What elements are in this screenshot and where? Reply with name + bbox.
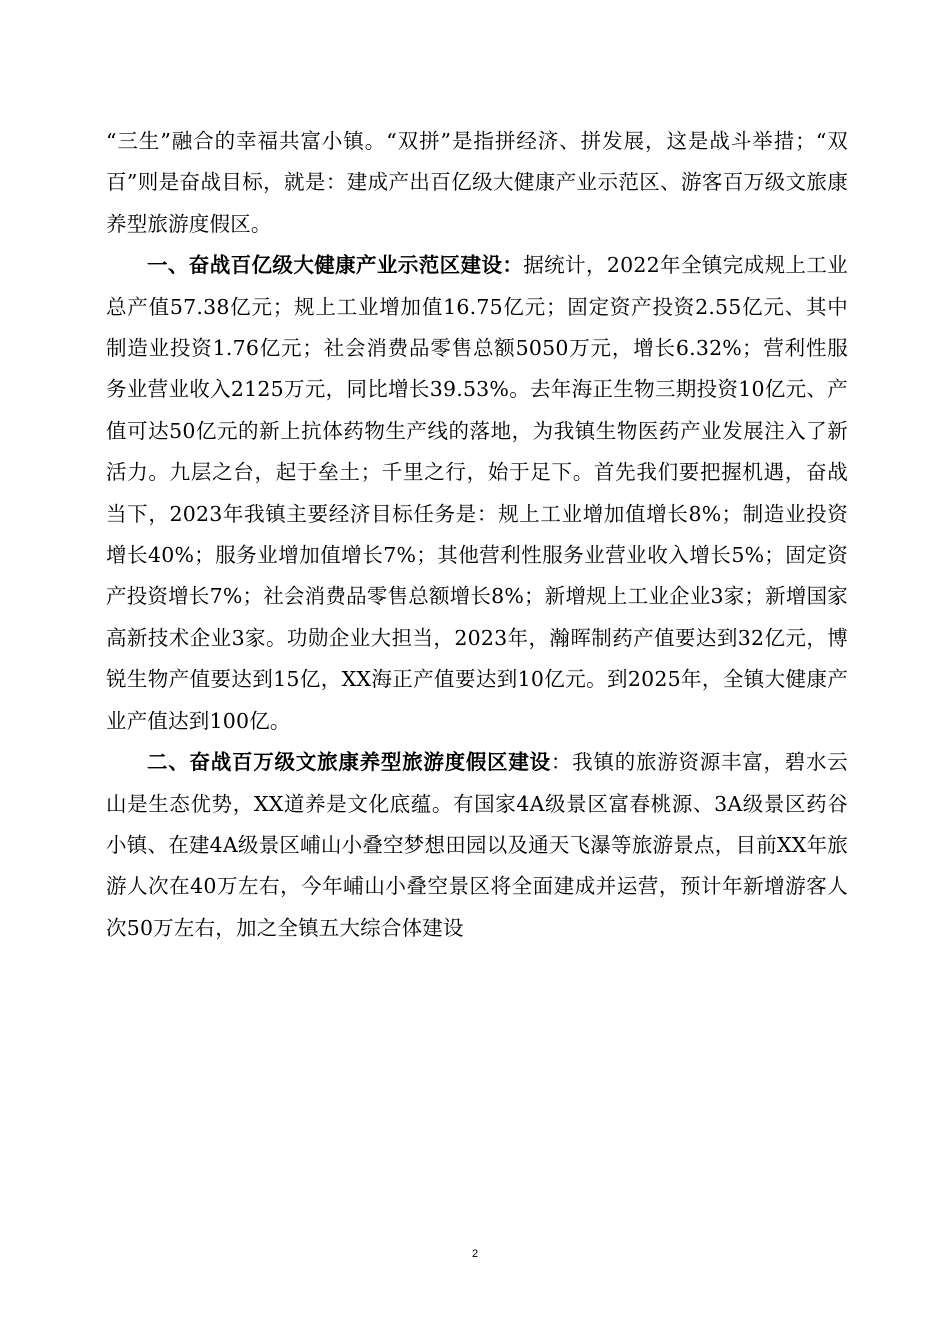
section-heading-health-industry: 一、奋战百亿级大健康产业示范区建设： — [147, 253, 524, 278]
paragraph-tourism-text: ：我镇的旅游资源丰富，碧水云山是生态优势，XX道养是文化底蕴。有国家4A级景区富春桃源、3A级景区药谷小镇、在建4A级景区峬山小叠空梦想田园以及通天飞瀑等旅游景点，目前XX年旅游人次在40万左右，今年峬山小叠空景区将全面建成并运营，预计年新增游客人次50万左右，加之全镇五大综合体建设 — [106, 750, 848, 940]
paragraph-intro-text: “三生”融合的幸福共富小镇。“双拼”是指拼经济、拼发展，这是战斗举措；“双百”则是奋战目标，就是：建成产出百亿级大健康产业示范区、游客百万级文旅康养型旅游度假区。 — [106, 129, 848, 236]
document-body — [106, 121, 848, 949]
paragraph-health-industry-text: 据统计，2022年全镇完成规上工业总产值57.38亿元；规上工业增加值16.75亿元；固定资产投资2.55亿元、其中制造业投资1.76亿元；社会消费品零售总额5050万元，增长6.32%；营利性服务业营业收入2125万元，同比增长39.53%。去年海正生物三期投资10亿元、产值可达50亿元的新上抗体药物生产线的落地，为我镇生物医药产业发展注入了新活力。九层之台，起于垒土；千里之行，始于足下。首先我们要把握机遇，奋战当下，2023年我镇主要经济目标任务是：规上工业增加值增长8%；制造业投资增长40%；服务业增加值增长7%；其他营利性服务业营业收入增长5%；固定资产投资增长7%；社会消费品零售总额增长8%；新增规上工业企业3家；新增国家高新技术企业3家。功勋企业大担当，2023年，瀚晖制药产值要达到32亿元，博锐生物产值要达到15亿，XX海正产值要达到10亿元。到2025年，全镇大健康产业产值达到100亿。 — [106, 253, 848, 733]
paragraph-health-industry — [106, 245, 848, 742]
section-heading-tourism: 二、奋战百万级文旅康养型旅游度假区建设 — [147, 750, 551, 775]
paragraph-intro — [106, 121, 848, 245]
paragraph-tourism — [106, 742, 848, 949]
page-number: 2 — [471, 1248, 479, 1260]
